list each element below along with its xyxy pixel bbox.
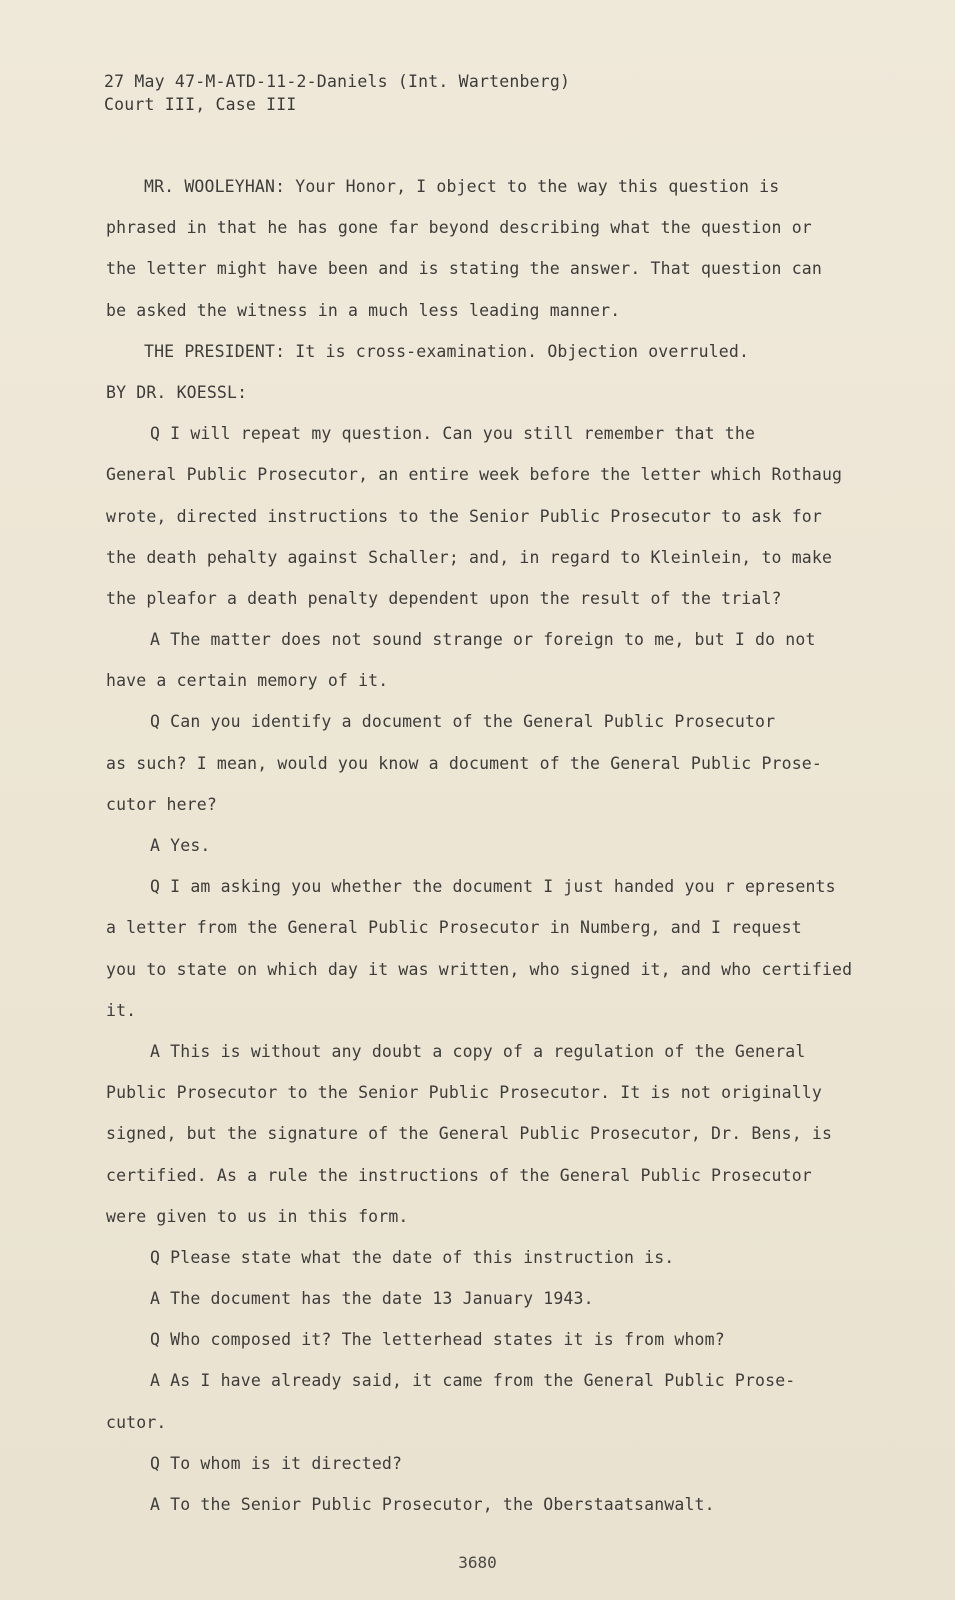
- transcript-line: THE PRESIDENT: It is cross-examination. Objection overruled.: [144, 341, 750, 361]
- transcript-line: Q To whom is it directed?: [150, 1453, 403, 1473]
- transcript-line: as such? I mean, would you know a document of the General Public Prose-: [106, 753, 822, 773]
- transcript-line: Public Prosecutor to the Senior Public Prosecutor. It is not originally: [106, 1083, 822, 1103]
- transcript-line: have a certain memory of it.: [106, 671, 389, 691]
- transcript-line: Q I am asking you whether the document I just handed you r epresents: [150, 877, 836, 897]
- transcript-line: A This is without any doubt a copy of a regulation of the General: [150, 1041, 806, 1061]
- transcript-line: signed, but the signature of the General Public Prosecutor, Dr. Bens, is: [106, 1124, 833, 1144]
- transcript-line: Q Please state what the date of this instruction is.: [150, 1247, 675, 1267]
- transcript-line: were given to us in this form.: [106, 1206, 409, 1226]
- transcript-line: General Public Prosecutor, an entire week before the letter which Rothaug: [106, 465, 843, 485]
- transcript-line: the pleafor a death penalty dependent upon the result of the trial?: [106, 588, 782, 608]
- transcript-line: A The document has the date 13 January 1943.: [150, 1289, 594, 1309]
- transcript-line: A Yes.: [150, 836, 211, 855]
- document-header: [104, 70, 570, 116]
- transcript-line: you to state on which day it was written, who signed it, and who certified: [106, 959, 853, 979]
- transcript-line: MR. WOOLEYHAN: Your Honor, I object to the way this question is: [144, 177, 780, 196]
- transcript-line: the death pehalty against Schaller; and, in regard to Kleinlein, to make: [106, 547, 833, 567]
- header-line-1: 27 May 47-M-ATD-11-2-Daniels (Int. Wartenberg): [104, 72, 571, 91]
- transcript-line: be asked the witness in a much less leading manner.: [106, 300, 621, 320]
- transcript-line: Q I will repeat my question. Can you still remember that the: [150, 424, 756, 444]
- transcript-line: cutor here?: [106, 794, 217, 814]
- transcript-line: certified. As a rule the instructions of the General Public Prosecutor: [106, 1165, 812, 1185]
- transcript-line: wrote, directed instructions to the Senior Public Prosecutor to ask for: [106, 506, 822, 526]
- transcript-line: the letter might have been and is stating the answer. That question can: [106, 259, 822, 279]
- transcript-line: A To the Senior Public Prosecutor, the Oberstaatsanwalt.: [150, 1495, 715, 1514]
- transcript-body: [106, 166, 886, 1525]
- header-line-2: Court III, Case III: [104, 95, 297, 114]
- transcript-line: BY DR. KOESSL:: [106, 382, 248, 402]
- transcript-line: Q Who composed it? The letterhead states it is from whom?: [150, 1330, 725, 1350]
- transcript-line: Q Can you identify a document of the General Public Prosecutor: [150, 712, 776, 732]
- transcript-line: A As I have already said, it came from the General Public Prose-: [150, 1371, 796, 1391]
- transcript-line: phrased in that he has gone far beyond describing what the question or: [106, 218, 812, 238]
- transcript-line: it.: [106, 1000, 137, 1020]
- page-number: 3680: [458, 1553, 497, 1572]
- transcript-line: cutor.: [106, 1412, 167, 1432]
- transcript-line: a letter from the General Public Prosecutor in Numberg, and I request: [106, 918, 802, 938]
- transcript-line: A The matter does not sound strange or foreign to me, but I do not: [150, 630, 816, 650]
